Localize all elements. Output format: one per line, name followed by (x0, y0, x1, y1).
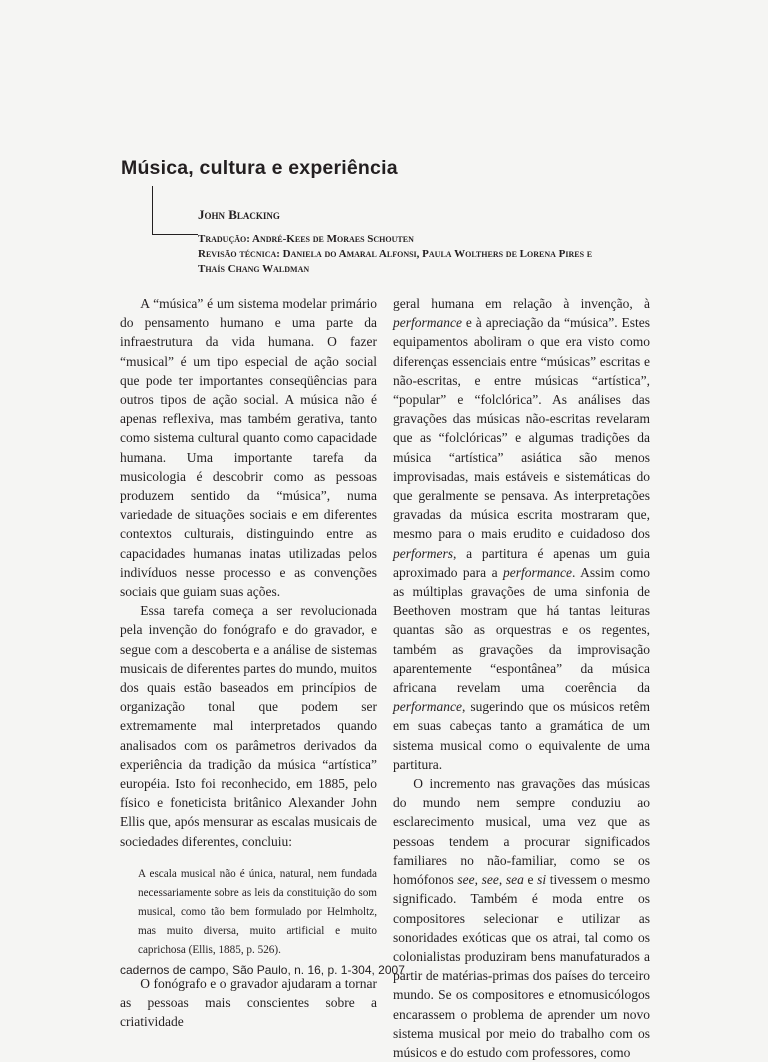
text-run: geral humana em relação à invenção, à (393, 296, 650, 311)
body-paragraph: A “música” é um sistema modelar primário do pensamento humano e uma parte da infraestrutura da vida humana. O fazer “musical” é um tipo especial de ação social que pode ter importantes conseqüências para outros tipos de ação social. A música não é apenas reflexiva, mas também gerativa, tanto como sistema cultural quanto como capacidade humana. Uma importante tarefa da musicologia é descobrir como as pessoas produzem sentido da “música”, numa variedade de situações sociais e em diferentes contextos culturais, distinguindo entre as capacidades humanas inatas utilizadas pelos indivíduos nesse processo e as convenções sociais que guiam suas ações. (120, 296, 377, 600)
translation-credit: Tradução: André-Kees de Moraes Schouten (198, 233, 414, 245)
technical-review-credit-line1: Revisão técnica: Daniela do Amaral Alfonsi, Paula Wolthers de Lorena Pires e (198, 248, 593, 260)
author-bracket-decoration (152, 186, 198, 235)
italic-term: sea (505, 872, 524, 888)
author-name: John Blacking (198, 207, 280, 222)
text-run: , sugerindo que os músicos retêm em suas cabeças tanto a gramática de um sistema musical como o equivalente de uma partitura. (393, 699, 650, 772)
body-paragraph: O fonógrafo e o gravador ajudaram a tornar as pessoas mais conscientes sobre a criatividade (120, 975, 377, 1030)
italic-term: see (481, 872, 499, 888)
text-run: e (523, 872, 538, 888)
body-paragraph (393, 774, 650, 1062)
italic-term: see (457, 872, 475, 888)
credits-block (198, 232, 638, 277)
article-title: Música, cultura e experiência (121, 157, 398, 179)
body-paragraph (393, 294, 650, 774)
italic-term: si (537, 872, 547, 888)
text-run: , a partitura é apenas um guia aproximado para a (393, 545, 650, 580)
italic-term: performance (503, 564, 572, 580)
right-column (393, 294, 650, 1062)
text-run: tivessem o mesmo significado. Também é moda entre os compositores selecionar e utilizar as sonoridades exóticas que os atrai, tal como os colonialistas produziram bens manufaturados a partir de matérias-primas dos países do terceiro mundo. Se os compositores e etnomusicólogos encarassem o problema de aprender um novo sistema musical por meio do trabalho com os músicos e do estudo com professores, como (393, 872, 651, 1060)
italic-term: performance (393, 699, 462, 715)
block-quote: A escala musical não é única, natural, nem fundada necessariamente sobre as leis da constituição do som musical, como tão bem formulado por Helmholtz, mas muito diversa, muito artificial e muito caprichosa (Ellis, 1885, p. 526). (138, 867, 377, 956)
text-run: , (474, 872, 482, 888)
journal-citation-footer: cadernos de campo, São Paulo, n. 16, p. 1-304, 2007 (120, 963, 405, 977)
italic-term: performers (393, 545, 453, 561)
text-run: e à apreciação da “música”. Estes equipamentos aboliram o que era visto como diferenças essenciais entre “músicas” escritas e não-escritas, e entre músicas “artística”, “popular” e “folclórica”. As análises das gravações das músicas não-escritas revelaram que as “folclóricas” e algumas tradições da música “artística” asiática são menos improvisadas, mais estáveis e sistemáticas do que geralmente se pensava. As interpretações gravadas da música escrita mostraram que, mesmo para o mais erudito e cuidadoso dos (393, 315, 650, 542)
italic-term: performance (393, 315, 462, 331)
left-column (120, 294, 377, 1032)
text-run: . Assim como as múltiplas gravações de uma sinfonia de Beethoven mostram que há tantas leituras quantas são as orquestras e os regentes, também as gravações da improvisação aparentemente “espontânea” da música africana revelam uma coerência da (393, 564, 650, 696)
technical-review-credit-line2: Thaís Chang Waldman (198, 263, 310, 275)
text-run: O incremento nas gravações das músicas do mundo nem sempre conduziu ao esclarecimento musical, uma vez que as pessoas tendem a procurar significados familiares no não-familiar, como se os homófonos (393, 776, 650, 888)
body-paragraph: Essa tarefa começa a ser revolucionada pela invenção do fonógrafo e do gravador, e segue com a descoberta e a análise de sistemas musicais de diferentes partes do mundo, muitos dos quais estão baseados em princípios de organização tonal que podem ser extremamente mal interpretados quando analisados com os parâmetros derivados da experiência da tradição da música “artística” européia. Isto foi reconhecido, em 1885, pelo físico e foneticista britânico Alexander John Ellis que, após mensurar as escalas musicais de sociedades diferentes, concluiu: (120, 603, 377, 849)
text-run: , (498, 872, 506, 888)
